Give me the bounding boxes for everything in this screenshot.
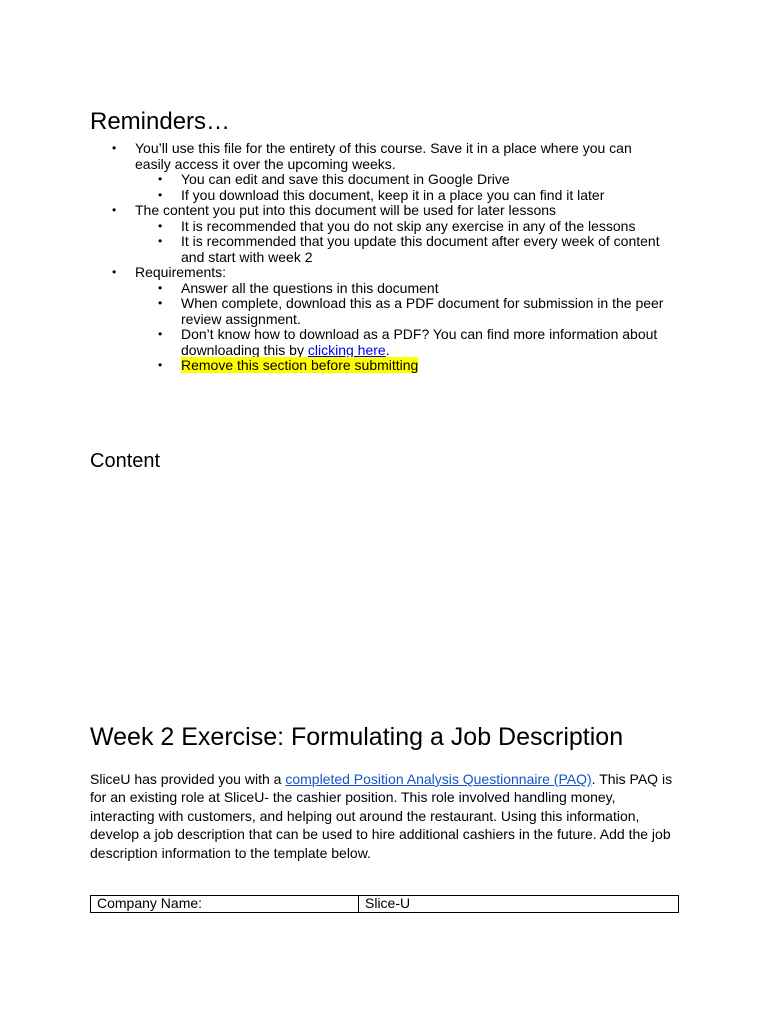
bullet-icon: • bbox=[158, 218, 163, 233]
list-subitem bbox=[0, 358, 768, 374]
bullet-icon: • bbox=[158, 296, 163, 310]
list-item bbox=[0, 203, 768, 219]
list-subitem-text: It is recommended that you update this document after every week of content and start with week 2 bbox=[181, 233, 660, 265]
pdf-help-prefix: Don’t know how to download as a PDF? You can find more information about downloading this by bbox=[181, 326, 658, 358]
list-subitem-text: You can edit and save this document in Google Drive bbox=[181, 171, 510, 187]
list-item-text: Requirements: bbox=[135, 264, 227, 280]
table-cell-label[interactable]: Company Name: bbox=[91, 896, 359, 913]
list-subitem bbox=[0, 327, 768, 358]
bullet-icon: • bbox=[158, 234, 163, 248]
bullet-icon: • bbox=[158, 187, 163, 202]
paq-link[interactable]: completed Position Analysis Questionnaire (PAQ) bbox=[285, 771, 592, 787]
list-subitem bbox=[0, 219, 768, 235]
list-subitem-text: Answer all the questions in this document bbox=[181, 279, 439, 296]
list-subitem bbox=[0, 188, 768, 204]
intro-suffix: . This PAQ is for an existing role at SliceU- the cashier position. This role involved handling money, interacting with customers, and helping out around the restaurant. Using this information, develop a job description that can be used to hire additional cashiers in the future. Add the job description information to the template below. bbox=[90, 771, 673, 861]
bullet-icon: • bbox=[112, 141, 117, 155]
week2-heading: Week 2 Exercise: Formulating a Job Description bbox=[90, 723, 624, 751]
job-description-table bbox=[90, 895, 679, 913]
bullet-icon: • bbox=[112, 203, 117, 217]
list-item bbox=[0, 265, 768, 281]
list-subitem bbox=[0, 234, 768, 265]
pdf-help-suffix: . bbox=[385, 341, 390, 358]
bullet-icon: • bbox=[158, 327, 163, 341]
list-subitem-text: It is recommended that you do not skip any exercise in any of the lessons bbox=[181, 217, 636, 234]
list-subitem bbox=[0, 296, 768, 327]
table-cell-value[interactable]: Slice-U bbox=[359, 896, 679, 913]
list-item-text: The content you put into this document will be used for later lessons bbox=[135, 202, 557, 218]
reminders-heading: Reminders… bbox=[90, 108, 231, 135]
week2-intro-paragraph bbox=[90, 770, 680, 862]
bullet-icon: • bbox=[158, 280, 163, 295]
content-heading: Content bbox=[90, 450, 161, 472]
list-subitem bbox=[0, 281, 768, 297]
clicking-here-link[interactable]: clicking here bbox=[307, 341, 386, 358]
bullet-icon: • bbox=[158, 358, 163, 372]
list-item bbox=[0, 141, 768, 172]
intro-prefix: SliceU has provided you with a bbox=[90, 771, 286, 787]
list-item-text: You’ll use this file for the entirety of this course. Save it in a place where you can easily access it over the upcoming weeks. bbox=[135, 140, 632, 172]
bullet-icon: • bbox=[158, 172, 163, 186]
bullet-icon: • bbox=[112, 265, 117, 279]
list-subitem bbox=[0, 172, 768, 188]
table-row bbox=[91, 896, 679, 913]
list-subitem-text: If you download this document, keep it in a place you can find it later bbox=[181, 186, 605, 203]
list-subitem-text: When complete, download this as a PDF document for submission in the peer review assignment. bbox=[181, 295, 664, 327]
reminders-list bbox=[0, 141, 768, 374]
remove-section-note: Remove this section before submitting bbox=[181, 357, 419, 373]
